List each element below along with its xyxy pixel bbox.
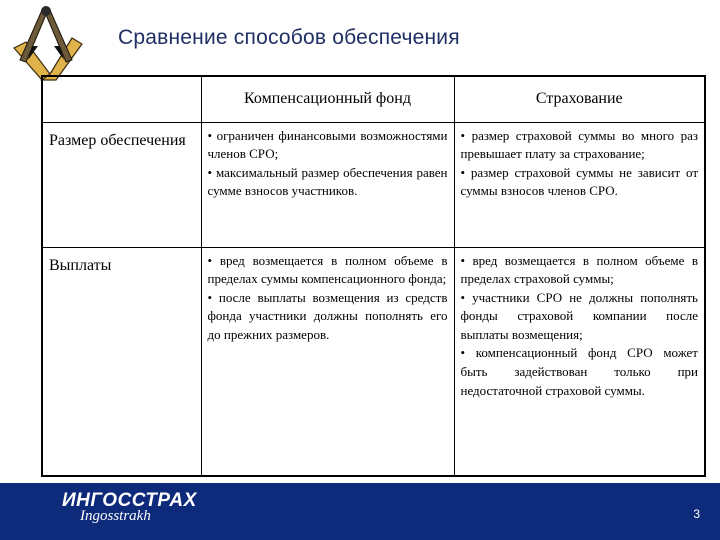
fund-payments-cell xyxy=(201,247,454,476)
insurance-payments-cell xyxy=(454,247,705,476)
list-item: • ограничен финансовыми возможностями членов СРО; xyxy=(207,127,448,162)
list-item: • размер страховой суммы не зависит от суммы взносов членов СРО. xyxy=(460,164,698,199)
footer-bar xyxy=(0,483,720,540)
list-item: • компенсационный фонд СРО может быть задействован только при недостаточной страховой суммы. xyxy=(460,345,698,398)
header-insurance: Страхование xyxy=(454,76,705,122)
table-header-row xyxy=(42,76,705,122)
list-item: • вред возмещается в полном объеме в пределах суммы компенсационного фонда; xyxy=(207,252,448,287)
row-label-size: Размер обеспечения xyxy=(42,122,201,247)
header-empty-cell xyxy=(42,76,201,122)
table-row xyxy=(42,122,705,247)
header-fund: Компенсационный фонд xyxy=(201,76,454,122)
brand-logo xyxy=(62,490,197,525)
compass-and-square-icon xyxy=(6,2,86,82)
comparison-table xyxy=(41,75,706,477)
list-item: • участники СРО не должны пополнять фонды страховой компании после выплаты возмещения; xyxy=(460,289,698,342)
list-item: • после выплаты возмещения из средств фонда участники должны пополнять его до прежних размеров. xyxy=(207,289,448,342)
brand-script: Ingosstrakh xyxy=(80,508,151,524)
fund-size-cell xyxy=(201,122,454,247)
slide-title: Сравнение способов обеспечения xyxy=(118,26,460,49)
table-row xyxy=(42,247,705,476)
brand-name: ИНГОССТРАХ xyxy=(62,490,197,511)
list-item: • размер страховой суммы во много раз превышает плату за страхование; xyxy=(460,127,698,162)
insurance-size-cell xyxy=(454,122,705,247)
row-label-payments: Выплаты xyxy=(42,247,201,476)
list-item: • максимальный размер обеспечения равен сумме взносов участников. xyxy=(207,164,448,199)
list-item: • вред возмещается в полном объеме в пределах страховой суммы; xyxy=(460,252,698,287)
page-number: 3 xyxy=(693,507,700,521)
